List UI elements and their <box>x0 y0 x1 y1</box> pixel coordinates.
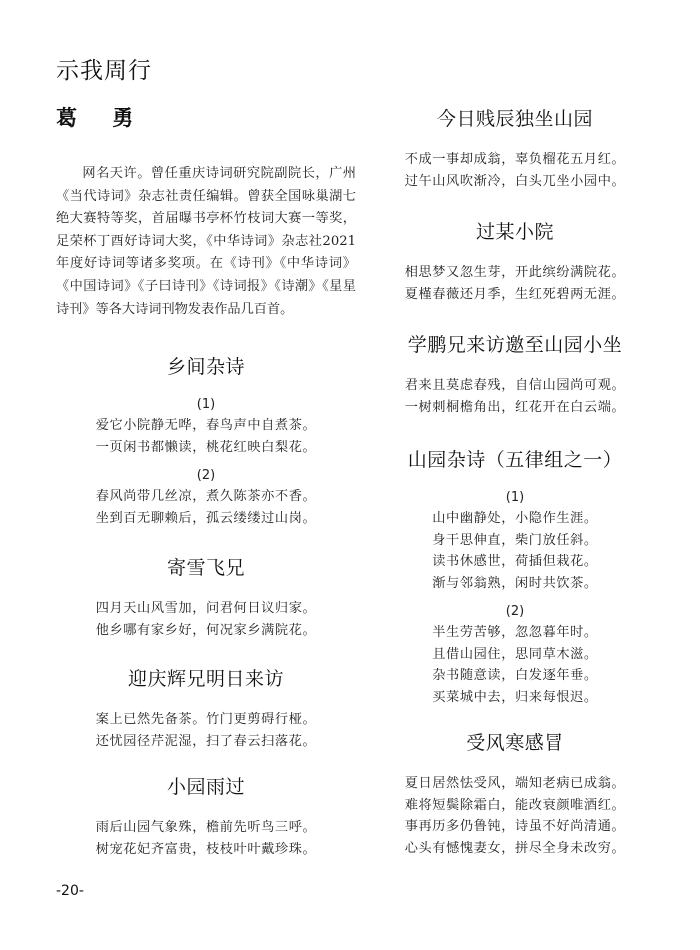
poem-line: 坐到百无聊赖后，孤云缕缕过山岗。 <box>95 510 317 526</box>
poem-line: 杂书随意读，白发逐年垂。 <box>432 668 598 683</box>
stanza <box>365 149 665 192</box>
poem-title: 迎庆辉兄明日来访 <box>127 668 284 690</box>
poem-title: 乡间杂诗 <box>166 356 245 378</box>
poem-line: 四月天山风雪加，问君何日议归家。 <box>95 601 317 616</box>
poem-line: 夏日居然怯受风，端知老病已成翁。 <box>404 776 626 791</box>
author-name: 葛 勇 <box>56 106 148 130</box>
poem-line: 树宠花妃齐富贵，枝枝叶叶戴珍珠。 <box>95 841 317 857</box>
poem-line: 不成一事却成翁，辜负榴花五月红。 <box>404 152 626 167</box>
poem-jianchen <box>365 104 665 192</box>
poem-title: 今日贱辰独坐山园 <box>436 108 593 130</box>
poem-line: 爱它小院静无哗，春鸟声中自煮茶。 <box>95 418 317 433</box>
poem-line: 渐与邻翁熟，闲时共饮茶。 <box>432 575 598 591</box>
poem-line: 相思梦又忽生芽，开此缤纷满院花。 <box>404 265 626 280</box>
stanza <box>56 817 356 860</box>
poem-line: 事再历多仍鲁钝，诗虽不好尚清通。 <box>404 819 626 834</box>
poem-xiangjian <box>56 352 356 529</box>
stanza-number: (2) <box>196 468 216 483</box>
poem-line: 山中幽静处，小隐作生涯。 <box>432 511 598 526</box>
poem-shoufeng <box>365 728 665 859</box>
poem-line: 且借山园住，思同草木滋。 <box>432 646 598 662</box>
stanza <box>56 468 356 529</box>
poem-title: 山园杂诗（五律组之一） <box>407 449 623 471</box>
poem-line: 过午山风吹渐冷，白头兀坐小园中。 <box>404 173 626 189</box>
poem-guomouxiaoyuan <box>365 217 665 305</box>
poem-xuepeng <box>365 330 665 418</box>
poem-line: 难将短鬓除霜白，能改衰颜唯酒红。 <box>404 797 626 813</box>
poem-title: 过某小院 <box>475 221 554 243</box>
stanza <box>365 604 665 708</box>
poem-line: 他乡哪有家乡好，何况家乡满院花。 <box>95 622 317 638</box>
poem-line: 读书休感世，荷插但栽花。 <box>432 554 598 569</box>
stanza <box>365 375 665 418</box>
stanza <box>56 598 356 641</box>
stanza-number: (2) <box>505 604 525 619</box>
poem-line: 身干思伸直，柴门放任斜。 <box>432 532 598 548</box>
poem-line: 心头有憾愧妻女，拼尽全身未改穷。 <box>404 840 626 856</box>
poem-title: 寄雪飞兄 <box>166 557 245 579</box>
author-bio <box>56 163 356 321</box>
stanza <box>56 709 356 752</box>
stanza <box>365 490 665 594</box>
stanza-number: (1) <box>505 490 525 505</box>
poem-line: 君来且莫虑春残，自信山园尚可观。 <box>404 378 626 393</box>
author-bio-text: 网名天许。曾任重庆诗词研究院副院长，广州《当代诗词》杂志社责任编辑。曾获全国咏巢湖七绝大赛特等奖，首届曝书亭杯竹枝词大赛一等奖，足荣杯丁酉好诗词大奖，《中华诗词》杂志社2021年度好诗词等诸多奖项。在《诗刊》《中华诗词》《中国诗词》《子曰诗刊》《诗词报》《诗潮》《星星诗刊》等各大诗词刊物发表作品几百首。 <box>56 166 356 317</box>
stanza-number: (1) <box>196 397 216 412</box>
poem-shanyuan-zashi <box>365 445 665 708</box>
stanza <box>365 773 665 859</box>
section-title: 示我周行 <box>56 58 152 84</box>
poem-line: 一树刺桐檐角出，红花开在白云端。 <box>404 399 626 415</box>
stanza <box>365 262 665 305</box>
page-number: -20- <box>56 883 84 899</box>
stanza <box>56 397 356 458</box>
poem-line: 半生劳苦够，忽忽暮年时。 <box>432 625 598 640</box>
poem-line: 案上已然先备茶。竹门更剪碍行桠。 <box>95 712 317 727</box>
poem-jixuefei <box>56 553 356 641</box>
poem-title: 小园雨过 <box>166 776 245 798</box>
poem-line: 雨后山园气象殊，檐前先听鸟三呼。 <box>95 820 317 835</box>
poem-line: 还忧园径芹泥湿，扫了春云扫落花。 <box>95 733 317 749</box>
poem-yingqinghui <box>56 664 356 752</box>
poem-xiaoyuanyuguo <box>56 772 356 860</box>
poem-line: 夏槿春薇还月季，生红死碧两无涯。 <box>404 286 626 302</box>
poem-line: 买菜城中去，归来每恨迟。 <box>432 689 598 705</box>
poem-line: 一页闲书都懒读，桃花红映白梨花。 <box>95 439 317 455</box>
poem-line: 春风尚带几丝凉，煮久陈茶亦不香。 <box>95 489 317 504</box>
poem-title: 学鹏兄来访邀至山园小坐 <box>407 334 623 356</box>
poem-title: 受风寒感冒 <box>466 732 564 754</box>
